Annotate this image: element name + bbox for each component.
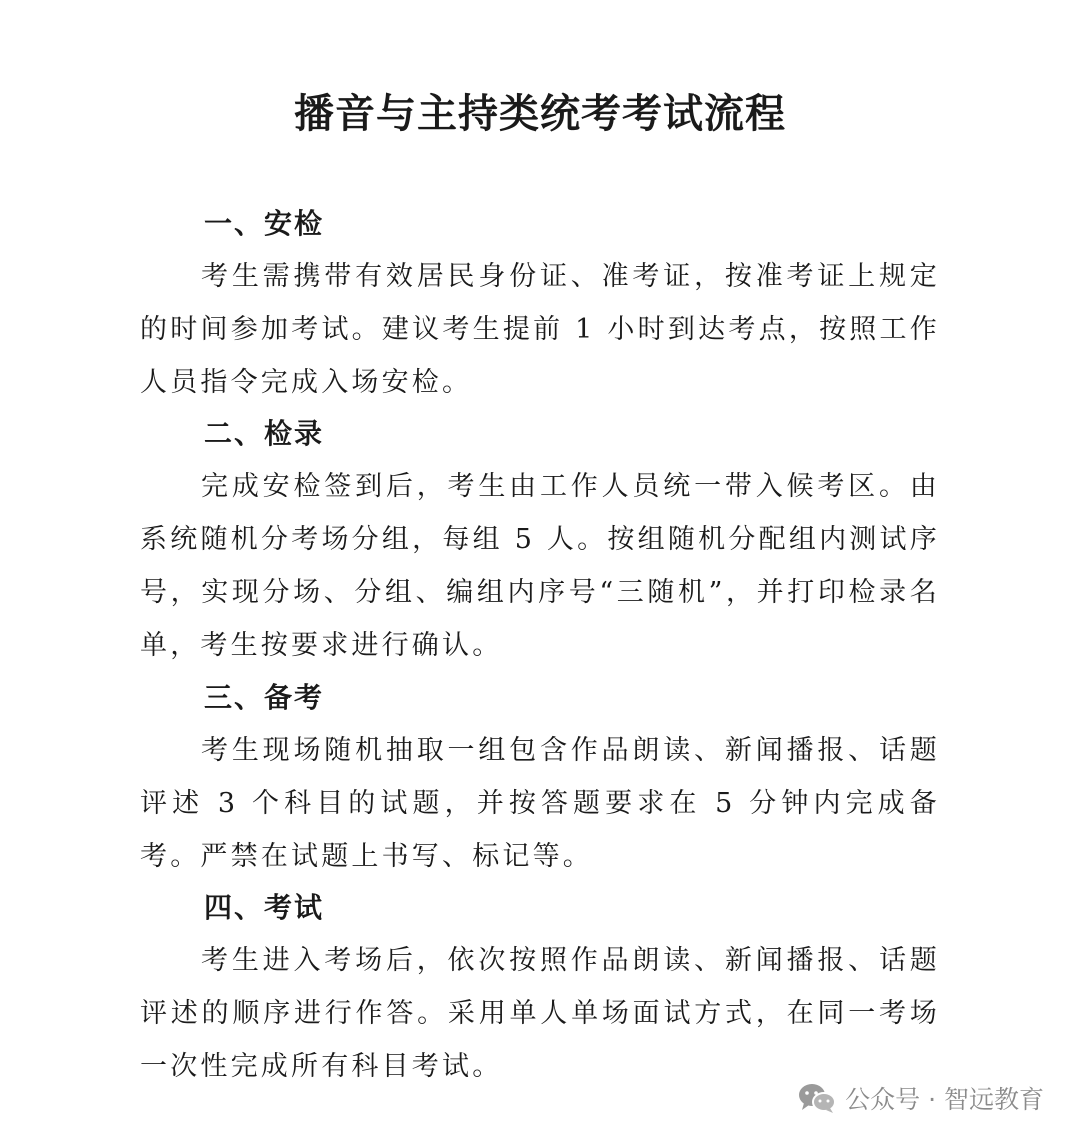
wechat-icon [797, 1081, 837, 1115]
section-check-in [140, 408, 940, 672]
page-title: 播音与主持类统考考试流程 [294, 90, 786, 137]
watermark-text: 公众号 · 智远教育 [845, 1085, 1044, 1114]
section-body: 完成安检签到后，考生由工作人员统一带入候考区。由系统随机分考场分组，每组 5 人。按组随机分配组内测试序号，实现分场、分组、编组内序号“三随机”，并打印检录名单，考生按要求进行确认。 [140, 471, 940, 661]
section-body: 考生现场随机抽取一组包含作品朗读、新闻播报、话题评述 3 个科目的试题，并按答题要求在 5 分钟内完成备考。严禁在试题上书写、标记等。 [140, 735, 940, 872]
watermark [797, 1078, 1044, 1118]
section-heading: 四、考试 [204, 891, 325, 924]
section-security-check [140, 198, 940, 409]
section-preparation [140, 672, 940, 883]
section-heading: 三、备考 [204, 681, 325, 714]
section-heading: 一、安检 [204, 207, 325, 240]
section-exam [140, 882, 940, 1093]
section-body: 考生进入考场后，依次按照作品朗读、新闻播报、话题评述的顺序进行作答。采用单人单场面试方式，在同一考场一次性完成所有科目考试。 [140, 945, 940, 1082]
section-body: 考生需携带有效居民身份证、准考证，按准考证上规定的时间参加考试。建议考生提前 1 小时到达考点，按照工作人员指令完成入场安检。 [140, 261, 940, 398]
section-heading: 二、检录 [204, 417, 325, 450]
